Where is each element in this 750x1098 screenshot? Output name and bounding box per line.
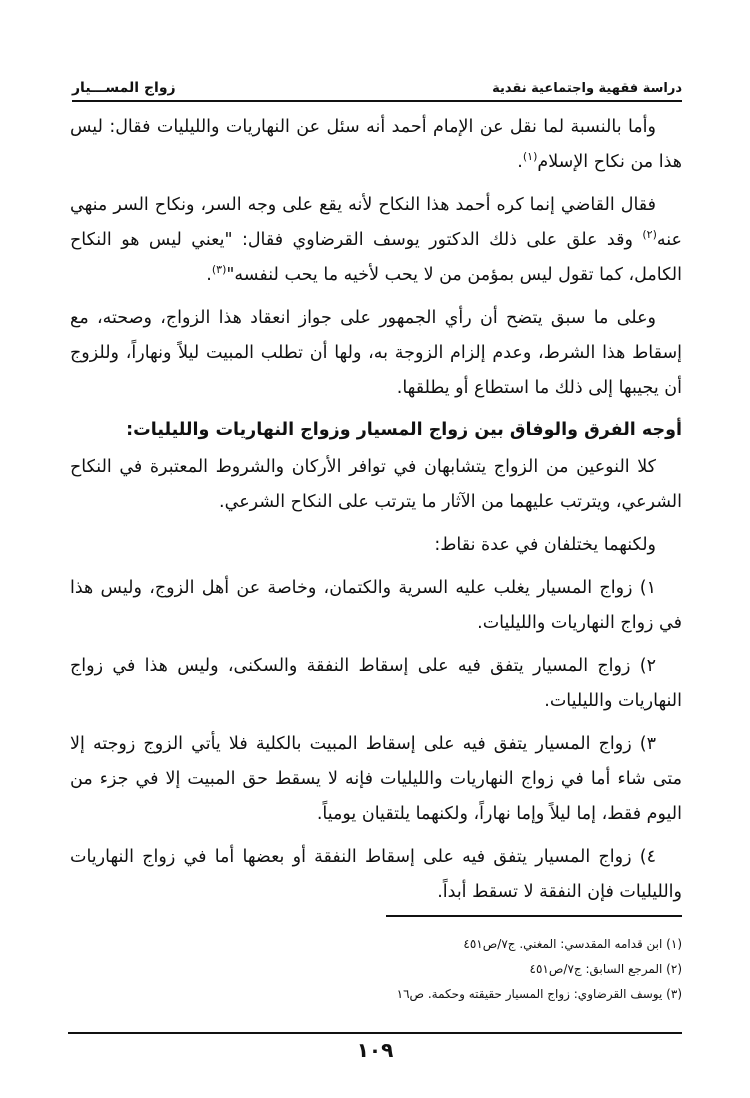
section-heading: أوجه الفرق والوفاق بين زواج المسيار وزواج النهاريات والليليات: (126, 420, 682, 440)
footnote-2: (٢) المرجع السابق: ج٧/ص٤٥١ (529, 962, 682, 976)
paragraph-3: وعلى ما سبق يتضح أن رأي الجمهور على جواز انعقاد هذا الزواج، وصحته، مع إسقاط هذا الشرط، وعدم إلزام الزوجة به، ولها أن تطلب المبيت ليلاً ونهاراً، وللزوج أن يجيبها إلى ذلك ما استطاع أو يطلقها. (70, 308, 682, 398)
list-item-4: ٤) زواج المسيار يتفق فيه على إسقاط النفقة أو بعضها أما في زواج النهاريات والليليات فإن النفقة لا تسقط أبداً. (70, 847, 682, 902)
paragraph-4: كلا النوعين من الزواج يتشابهان في توافر الأركان والشروط المعتبرة في النكاح الشرعي، ويترتب عليهما من الآثار ما يترتب على النكاح الشرعي. (70, 457, 682, 512)
running-header (72, 70, 682, 102)
paragraph-2: فقال القاضي إنما كره أحمد هذا النكاح لأنه يقع على وجه السر، ونكاح السر منهي عنه$^{(٢)}$ وقد علق على ذلك الدكتور يوسف القرضاوي فقال: "يعني ليس هو النكاح الكامل، كما تقول ليس بمؤمن من لا يحب لأخيه ما يحب لنفسه"$^{(٣)}$. (70, 195, 682, 285)
footnote-ref-3[interactable]: (٣) (211, 263, 227, 277)
header-book-title: زواج المســـيار (72, 80, 176, 96)
paragraph-1: وأما بالنسبة لما نقل عن الإمام أحمد أنه سئل عن النهاريات والليليات فقال: ليس هذا من نكاح الإسلام$^{(١)}$. (70, 117, 682, 172)
list-item-2: ٢) زواج المسيار يتفق فيه على إسقاط النفقة والسكنى، وليس هذا في زواج النهاريات والليليات. (70, 656, 682, 711)
paragraph-5: ولكنهما يختلفان في عدة نقاط: (434, 535, 656, 555)
list-item-3: ٣) زواج المسيار يتفق فيه على إسقاط المبيت بالكلية فلا يأتي الزوج زوجته إلا متى شاء أما في زواج النهاريات والليليات فإنه لا يسقط حق المبيت إلا في جزء من اليوم فقط، إما ليلاً وإما نهاراً، ولكنهما يلتقيان يومياً. (70, 734, 682, 824)
page-number: ١٠٩ (356, 1038, 394, 1062)
footnote-ref-2[interactable]: (٢) (642, 228, 657, 242)
header-subtitle: دراسة فقهية واجتماعية نقدية (492, 81, 682, 96)
footnotes (200, 932, 682, 1007)
footer-divider (68, 1032, 682, 1034)
footnote-3: (٣) يوسف القرضاوي: زواج المسيار حقيقته وحكمة. ص١٦ (396, 987, 682, 1001)
main-text (70, 110, 682, 918)
footnote-divider (386, 915, 682, 917)
footnote-1: (١) ابن قدامه المقدسي: المغني. ج٧/ص٤٥١ (463, 937, 682, 951)
footnote-ref-1[interactable]: (١) (522, 150, 538, 164)
list-item-1: ١) زواج المسيار يغلب عليه السرية والكتمان، وخاصة عن أهل الزوج، وليس هذا في زواج النهاريات والليليات. (70, 578, 682, 633)
